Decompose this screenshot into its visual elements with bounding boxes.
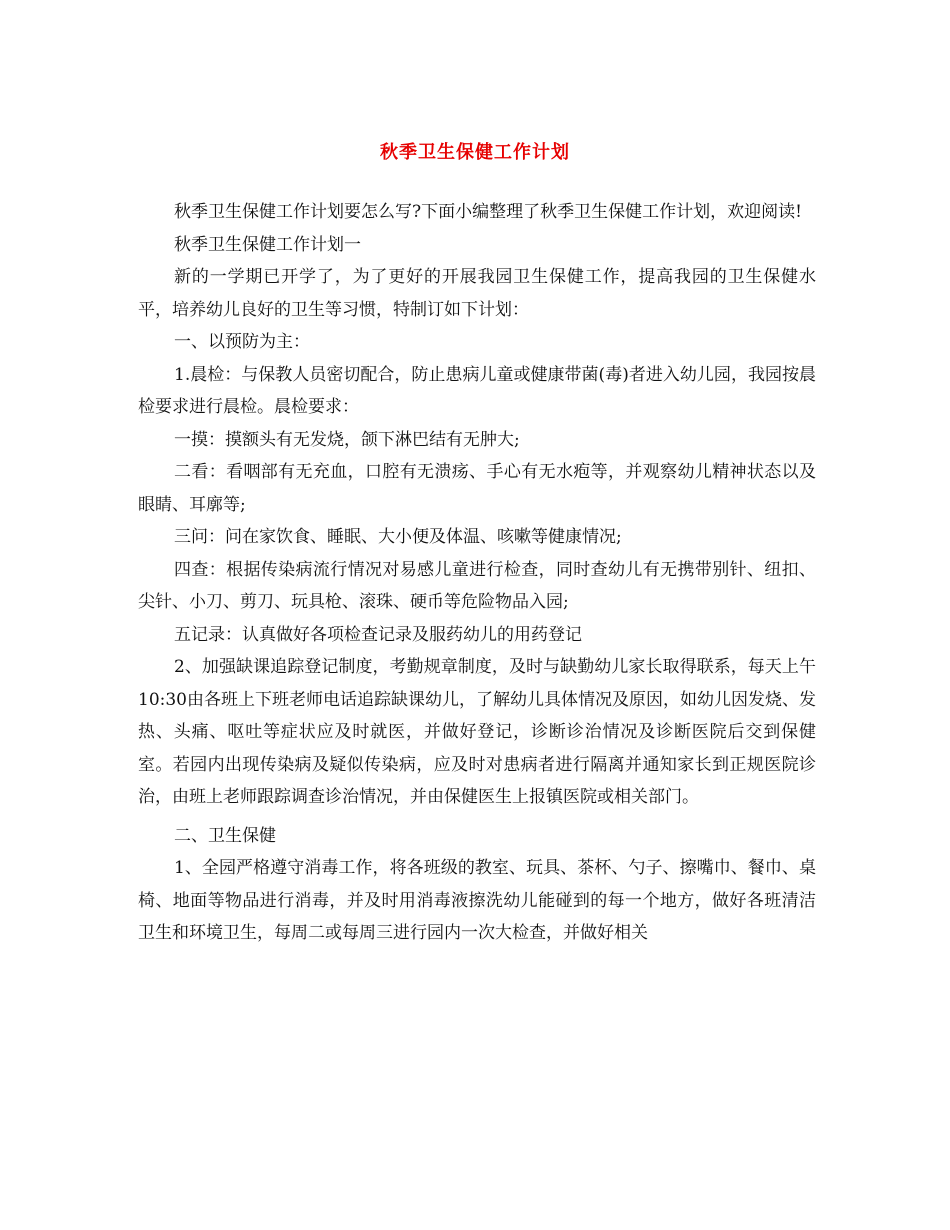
paragraph-ask: 三问：问在家饮食、睡眠、大小便及体温、咳嗽等健康情况; xyxy=(174,527,622,547)
paragraph-plan-heading: 秋季卫生保健工作计划一 xyxy=(174,234,361,255)
paragraph-look: 二看：看咽部有无充血，口腔有无溃疡、手心有无水疱等，并观察幼儿精神状态以及眼睛、耳廓等; xyxy=(138,462,816,515)
paragraph-absence-tracking: 2、加强缺课追踪登记制度，考勤规章制度，及时与缺勤幼儿家长取得联系，每天上午10:30由各班上下班老师电话追踪缺课幼儿，了解幼儿具体情况及原因，如幼儿因发烧、发热、头痛、呕吐等症状应及时就医，并做好登记，诊断诊治情况及诊断医院后交到保健室。若园内出现传染病及疑似传染病，应及时对患病者进行隔离并通知家长到正规医院诊治，由班上老师跟踪调查诊治情况，并由保健医生上报镇医院或相关部门。 xyxy=(138,657,816,807)
paragraph-plan-purpose: 新的一学期已开学了，为了更好的开展我园卫生保健工作，提高我园的卫生保健水平，培养幼儿良好的卫生等习惯，特制订如下计划： xyxy=(138,267,816,320)
paragraph-check: 四查：根据传染病流行情况对易感儿童进行检查，同时查幼儿有无携带别针、纽扣、尖针、小刀、剪刀、玩具枪、滚珠、硬币等危险物品入园; xyxy=(138,559,816,612)
document-body xyxy=(138,196,816,950)
paragraph-record: 五记录：认真做好各项检查记录及服药幼儿的用药登记 xyxy=(174,624,582,645)
document-title: 秋季卫生保健工作计划 xyxy=(380,142,570,163)
paragraph-intro: 秋季卫生保健工作计划要怎么写?下面小编整理了秋季卫生保健工作计划，欢迎阅读! xyxy=(174,202,802,222)
paragraph-section-prevention: 一、以预防为主： xyxy=(174,332,310,352)
paragraph-disinfection: 1、全园严格遵守消毒工作，将各班级的教室、玩具、茶杯、勺子、擦嘴巾、餐巾、桌椅、地面等物品进行消毒，并及时用消毒液擦洗幼儿能碰到的每一个地方，做好各班清洁卫生和环境卫生，每周二或每周三进行园内一次大检查，并做好相关 xyxy=(138,858,816,943)
paragraph-touch: 一摸：摸额头有无发烧，颌下淋巴结有无肿大; xyxy=(174,429,520,450)
paragraph-section-hygiene: 二、卫生保健 xyxy=(174,825,276,846)
paragraph-morning-check: 1.晨检：与保教人员密切配合，防止患病儿童或健康带菌(毒)者进入幼儿园，我园按晨检要求进行晨检。晨检要求： xyxy=(138,364,816,417)
